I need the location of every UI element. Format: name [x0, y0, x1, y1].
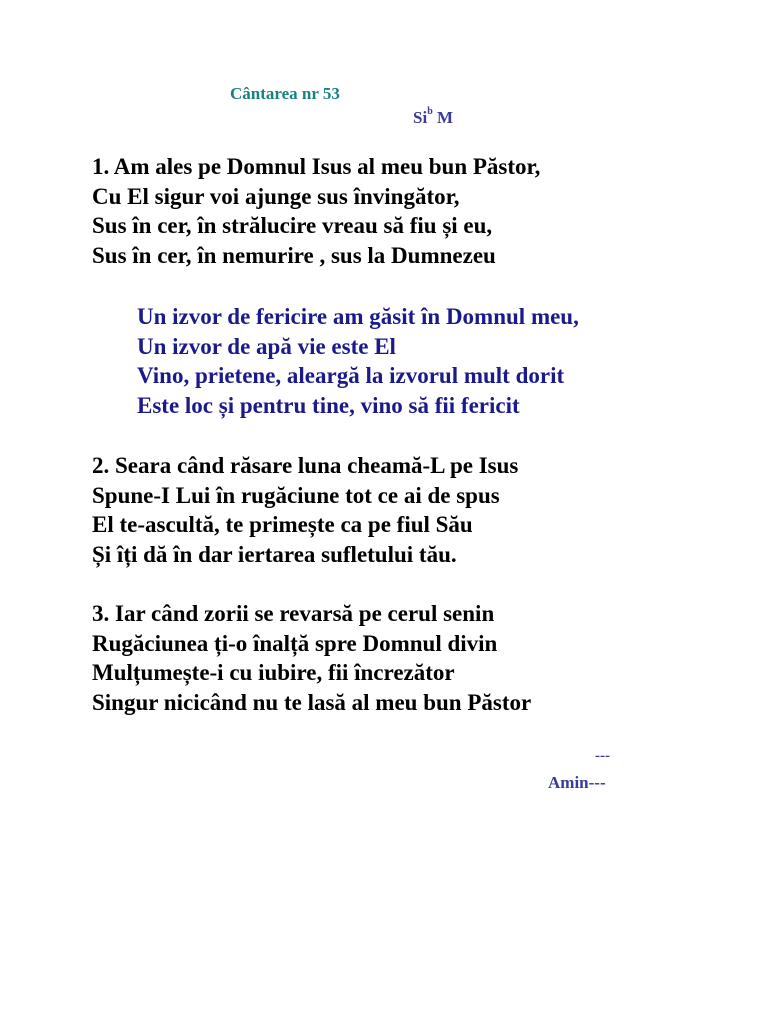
verse-line: Și îți dă în dar iertarea sufletului tău. [92, 541, 457, 567]
chorus [137, 302, 579, 420]
key-accidental: b [427, 106, 433, 118]
verse-line: 3. Iar când zorii se revarsă pe cerul senin [92, 601, 495, 626]
verse-line: Rugăciunea ți-o înalță spre Domnul divin [92, 630, 498, 656]
verse-line: Singur nicicând nu te lasă al meu bun Păstor [92, 689, 532, 715]
verse-line: 1. Am ales pe Domnul Isus al meu bun Păstor, [92, 154, 541, 179]
key-mode: M [437, 108, 454, 127]
chorus-line: Un izvor de apă vie este El [137, 333, 396, 359]
verse-1 [92, 152, 540, 270]
chorus-line: Este loc și pentru tine, vino să fii fericit [137, 392, 520, 418]
verse-line: Cu El sigur voi ajunge sus învingător, [92, 183, 460, 209]
song-title: Cântarea nr 53 [230, 84, 340, 103]
closing-dashes: --- [595, 748, 610, 764]
chorus-line: Vino, prietene, aleargă la izvorul mult dorit [137, 363, 565, 388]
verse-3 [92, 599, 531, 717]
verse-line: Sus în cer, în nemurire , sus la Dumnezeu [92, 242, 496, 268]
verse-2 [92, 451, 518, 569]
verse-line: El te-ascultă, te primește ca pe fiul Său [92, 512, 473, 537]
key-note: Si [413, 108, 428, 127]
verse-line: 2. Seara când răsare luna cheamă-L pe Isus [92, 453, 519, 478]
song-key [413, 108, 453, 128]
verse-line: Sus în cer, în strălucire vreau să fiu și eu, [92, 213, 493, 238]
chorus-line: Un izvor de fericire am găsit în Domnul meu, [137, 304, 579, 329]
verse-line: Spune-I Lui în rugăciune tot ce ai de spus [92, 482, 500, 508]
closing-amen: Amin--- [548, 773, 606, 792]
verse-line: Mulțumește-i cu iubire, fii încrezător [92, 660, 455, 685]
